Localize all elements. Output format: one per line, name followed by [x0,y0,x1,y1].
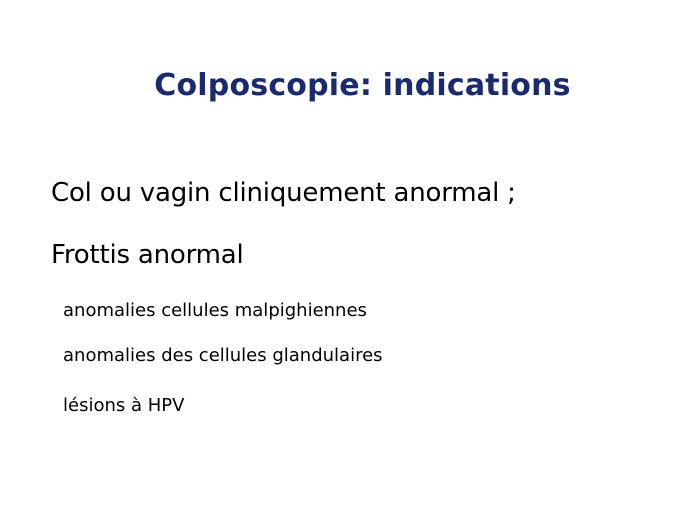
sub-bullet-item: anomalies des cellules glandulaires [63,345,383,366]
sub-bullet-item: anomalies cellules malpighiennes [63,300,367,321]
bullet-item: Frottis anormal [51,240,244,270]
sub-bullet-item: lésions à HPV [63,395,185,416]
bullet-item: Col ou vagin cliniquement anormal ; [51,178,516,208]
slide-title: Colposcopie: indications [154,68,571,103]
